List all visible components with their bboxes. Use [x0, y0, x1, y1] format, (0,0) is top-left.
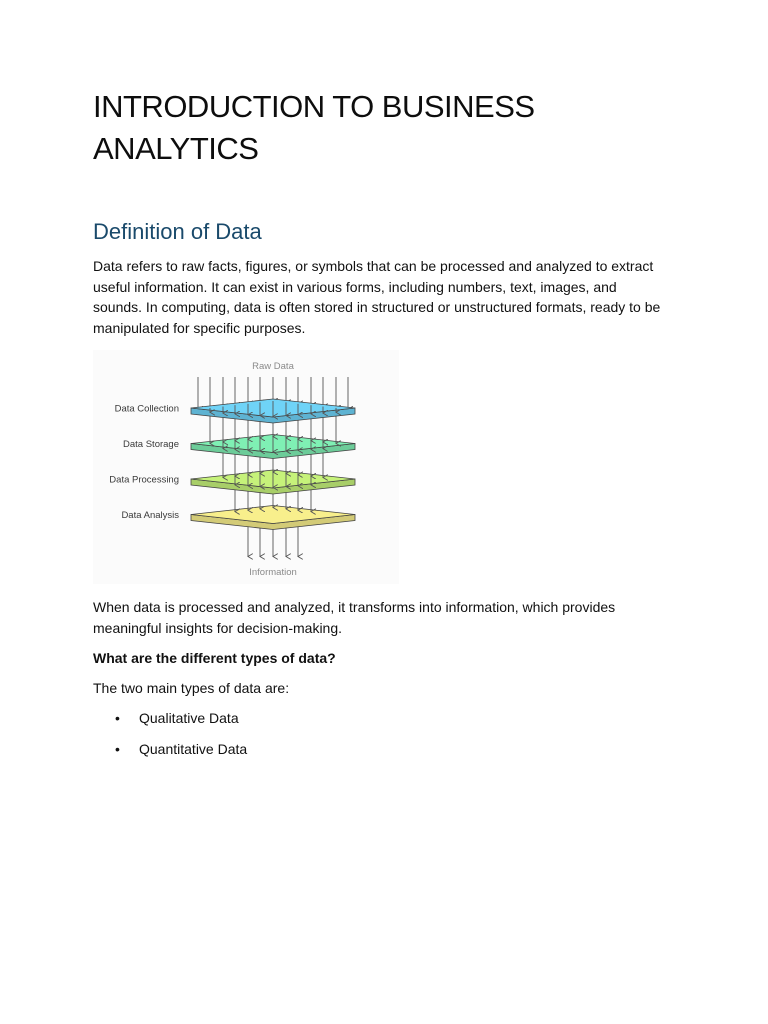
- bullet-icon: •: [115, 710, 120, 726]
- data-layers-figure: [93, 350, 399, 584]
- page-title: INTRODUCTION TO BUSINESS ANALYTICS: [93, 89, 535, 166]
- list-item-label: Quantitative Data: [139, 740, 248, 757]
- figure-top-label: Raw Data: [252, 361, 294, 372]
- section-heading: Definition of Data: [93, 219, 262, 244]
- information-paragraph: When data is processed and analyzed, it transforms into information, which provides meaningful insights for decision-making.: [93, 599, 616, 636]
- figure-bottom-label: Information: [249, 567, 297, 578]
- data-types-list: [93, 708, 247, 769]
- bullet-icon: •: [115, 740, 120, 757]
- layer-label: Data Storage: [123, 439, 179, 450]
- types-intro: The two main types of data are:: [93, 680, 290, 696]
- list-item-label: Qualitative Data: [139, 710, 239, 726]
- layer-label: Data Collection: [114, 403, 179, 415]
- list-item-quantitative: [93, 739, 247, 770]
- layer-label: Data Analysis: [121, 510, 179, 521]
- list-item-qualitative: [93, 708, 247, 739]
- data-layers-diagram: [93, 350, 399, 584]
- definition-paragraph: Data refers to raw facts, figures, or symbols that can be processed and analyzed to extract useful information. It can exist in various forms, including numbers, text, images, and sounds. In computing, data is often stored in structured or unstructured formats, ready to be manipulated for specific purposes.: [93, 258, 661, 336]
- types-question: What are the different types of data?: [93, 650, 336, 666]
- layer-label: Data Processing: [109, 474, 179, 486]
